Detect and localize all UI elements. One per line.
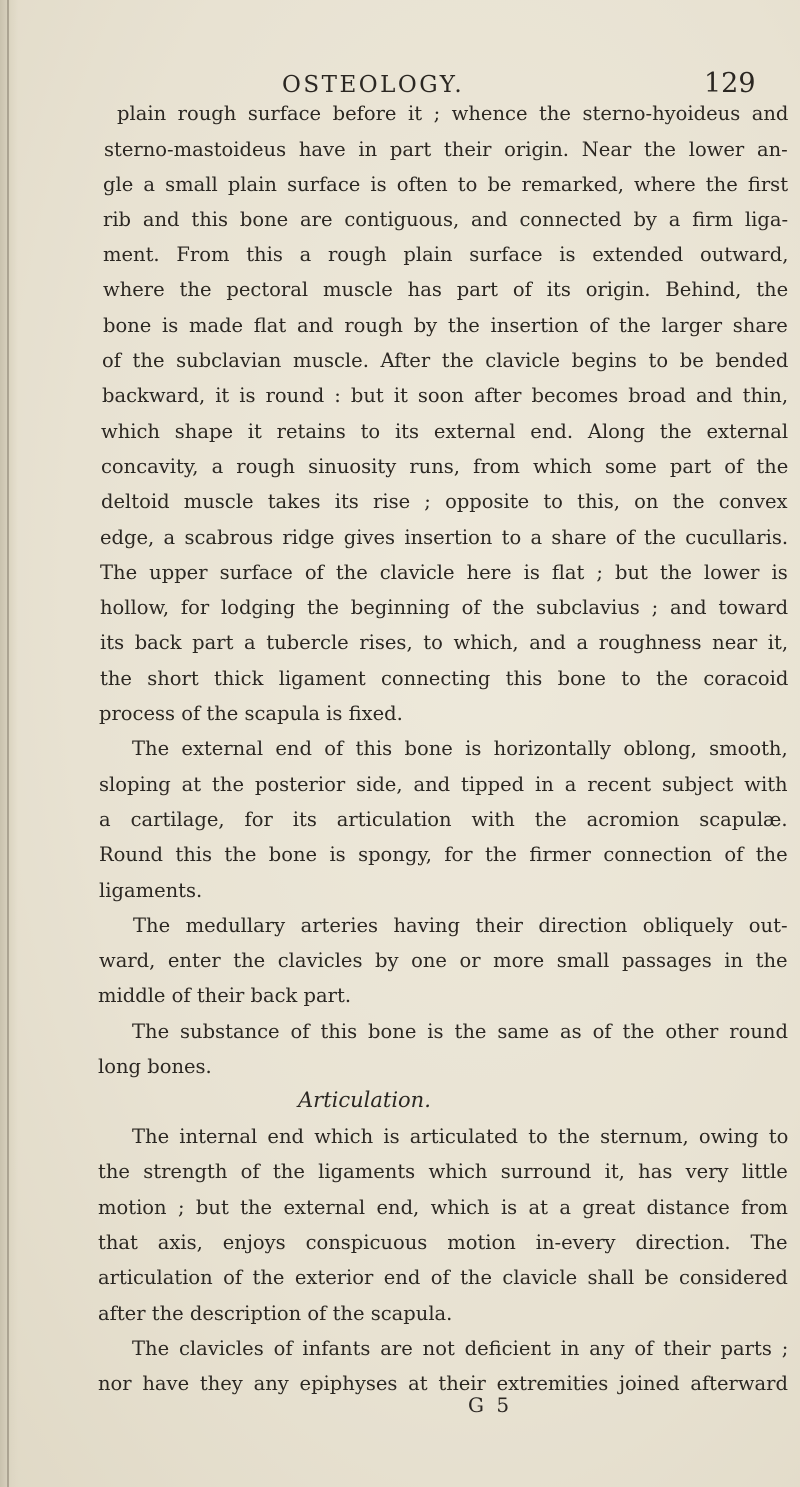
text-line: deltoid muscle takes its rise ; opposite to this, on the convex — [101, 490, 788, 513]
text-line: a cartilage, for its articulation with the acromion scapulæ. — [99, 808, 788, 831]
text-line: motion ; but the external end, which is at a great distance from — [98, 1196, 788, 1219]
text-line: The clavicles of infants are not deficient in any of their parts ; — [132, 1337, 789, 1360]
text-line: The substance of this bone is the same as of the other round — [132, 1020, 788, 1043]
text-line: concavity, a rough sinuosity runs, from which some part of the — [101, 455, 789, 478]
text-line: the strength of the ligaments which surround it, has very little — [98, 1160, 788, 1183]
text-line: its back part a tubercle rises, to which, and a roughness near it, — [100, 631, 789, 654]
text-line: Round this the bone is spongy, for the firmer connection of the — [99, 843, 788, 866]
text-line: the short thick ligament connecting this bone to the coracoid — [100, 667, 789, 690]
signature-mark: G 5 — [468, 1393, 513, 1417]
text-line: after the description of the scapula. — [98, 1302, 453, 1325]
text-line: bone is made flat and rough by the insertion of the larger share — [103, 314, 788, 337]
text-line: The external end of this bone is horizontally oblong, smooth, — [132, 737, 788, 760]
section-heading: Articulation. — [298, 1088, 431, 1112]
text-line: edge, a scabrous ridge gives insertion to a share of the cucullaris. — [100, 526, 789, 549]
page-number: 129 — [704, 68, 756, 99]
text-line: The internal end which is articulated to the sternum, owing to — [132, 1125, 789, 1148]
running-title: OSTEOLOGY. — [282, 72, 465, 98]
text-line: The upper surface of the clavicle here is flat ; but the lower is — [100, 561, 788, 584]
text-line: ligaments. — [99, 879, 203, 902]
text-line: of the subclavian muscle. After the clavicle begins to be bended — [102, 349, 789, 372]
text-line: rib and this bone are contiguous, and connected by a firm liga- — [103, 208, 789, 231]
text-line: articulation of the exterior end of the clavicle shall be considered — [98, 1266, 788, 1289]
page-gutter-shadow — [0, 0, 18, 1487]
text-line: ment. From this a rough plain surface is extended outward, — [103, 243, 789, 266]
text-line: where the pectoral muscle has part of its origin. Behind, the — [103, 278, 789, 301]
text-line: gle a small plain surface is often to be remarked, where the first — [103, 173, 789, 196]
text-line: which shape it retains to its external end. Along the external — [101, 420, 789, 443]
text-line: middle of their back part. — [98, 984, 352, 1007]
text-line: that axis, enjoys conspicuous motion in-every direction. The — [98, 1231, 788, 1254]
text-line: The medullary arteries having their direction obliquely out- — [133, 914, 788, 937]
text-line: long bones. — [98, 1055, 212, 1078]
gutter-line — [7, 0, 9, 1487]
text-line: plain rough surface before it ; whence the sterno-hyoideus and — [117, 102, 789, 125]
text-line: nor have they any epiphyses at their extremities joined afterward — [98, 1372, 788, 1395]
text-line: process of the scapula is fixed. — [99, 702, 403, 725]
text-line: ward, enter the clavicles by one or more small passages in the — [99, 949, 788, 972]
text-line: sterno-mastoideus have in part their origin. Near the lower an- — [104, 138, 788, 161]
text-line: sloping at the posterior side, and tipped in a recent subject with — [99, 773, 788, 796]
text-line: backward, it is round : but it soon after becomes broad and thin, — [102, 384, 789, 407]
text-line: hollow, for lodging the beginning of the subclavius ; and toward — [100, 596, 789, 619]
